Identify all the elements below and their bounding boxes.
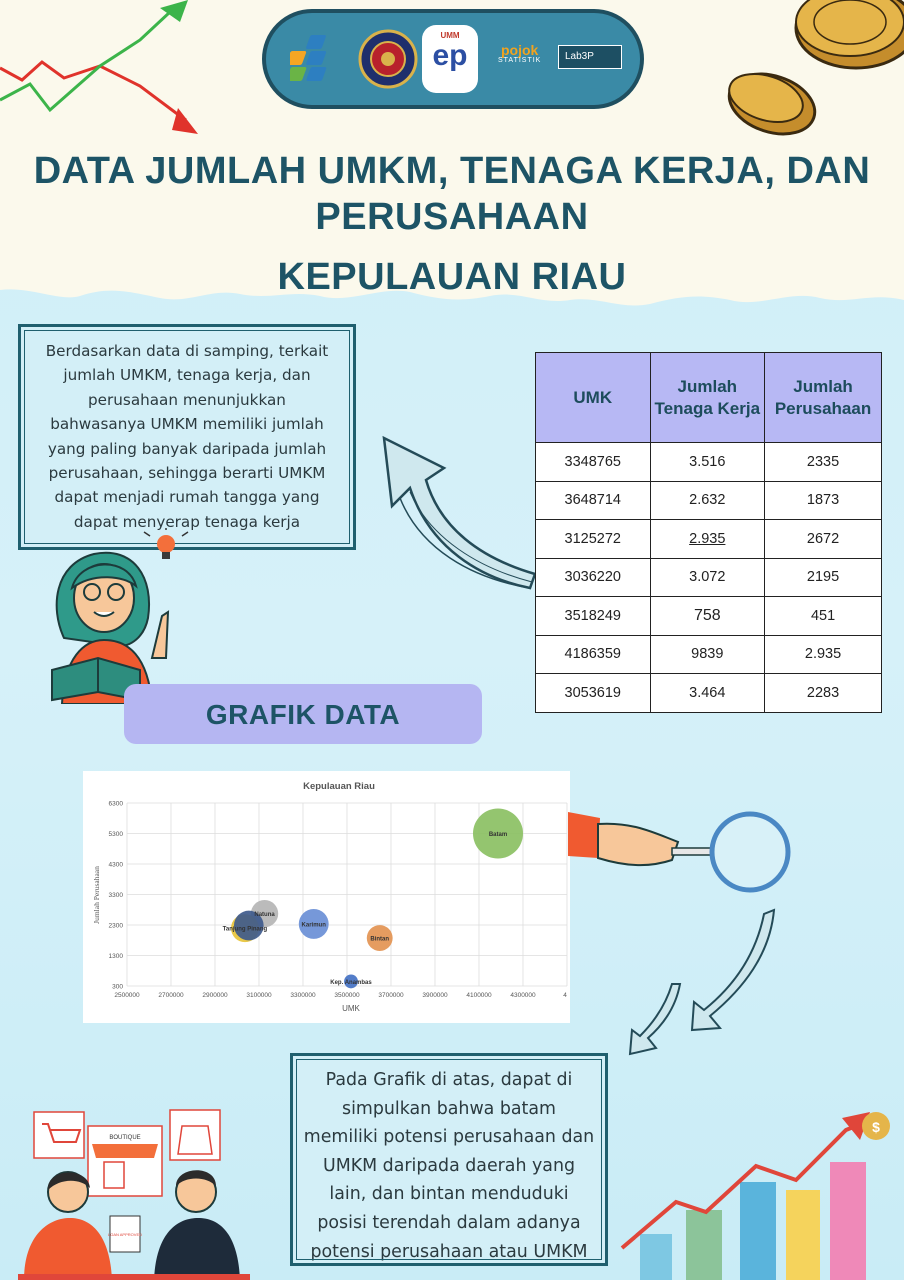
cell-tenaga-kerja: 3.516 [650, 443, 765, 482]
header-umk: UMK [536, 353, 651, 443]
title-line-3: KEPULAUAN RIAU [277, 256, 627, 298]
ep-logo-umm-text: UMM [440, 31, 460, 40]
table-row [536, 674, 882, 713]
chart-card [83, 771, 570, 1023]
trend-arrows-decoration [0, 0, 220, 150]
chart-x-tick-label: 4100000 [466, 992, 492, 999]
coin-symbol: $ [872, 1119, 880, 1135]
table-row [536, 635, 882, 674]
curved-arrow-decoration [370, 428, 538, 638]
chart-data-label: Bintan [370, 936, 390, 943]
page-title [20, 148, 884, 300]
cell-tenaga-kerja: 2.935 [650, 520, 765, 559]
header-tenaga-kerja: Jumlah Tenaga Kerja [650, 353, 765, 443]
cell-tenaga-kerja: 3.072 [650, 558, 765, 597]
chart-y-tick-label: 3300 [108, 892, 123, 899]
lightbulb-icon [144, 528, 188, 559]
statistik-text: STATISTIK [498, 57, 542, 64]
chart-x-tick-label: 3100000 [246, 992, 272, 999]
umm-seal-logo [358, 25, 418, 93]
cell-umk: 3036220 [536, 558, 651, 597]
conclusion-text: Pada Grafik di atas, dapat di simpulkan bahwa batam memiliki potensi perusahaan dan UMKM daripada daerah yang lain, dan bintan menduduki posisi terendah dalam adanya potensi perusahaan atau UMKM [303, 1070, 595, 1262]
info-text-box [18, 324, 356, 550]
cell-umk: 3648714 [536, 481, 651, 520]
bubble-chart [83, 771, 570, 1023]
chart-y-tick-label: 1300 [108, 953, 123, 960]
chart-x-tick-label: 2900000 [202, 992, 228, 999]
discount-bag-icon [170, 1110, 220, 1160]
grafik-label: GRAFIK DATA [124, 684, 482, 744]
magnifier-hand-illustration [568, 808, 804, 904]
chart-x-tick-label: 3300000 [290, 992, 316, 999]
cell-umk: 3518249 [536, 597, 651, 636]
loan-paper-text: LOAN APPROVED [107, 1232, 143, 1237]
cell-perusahaan: 2.935 [765, 635, 882, 674]
chart-y-tick-label: 300 [112, 983, 123, 991]
cell-perusahaan: 1873 [765, 481, 882, 520]
down-arrows-decoration [624, 906, 784, 1062]
shop-sign-text: BOUTIQUE [109, 1135, 141, 1141]
pojok-text: pojok [501, 42, 539, 58]
chart-data-label: Batam [488, 832, 508, 838]
cell-perusahaan: 2335 [765, 443, 882, 482]
cell-perusahaan: 2195 [765, 558, 882, 597]
conclusion-text-box [290, 1053, 608, 1266]
lab3p-text: Lab3P [565, 51, 594, 62]
table-row [536, 558, 882, 597]
lab3p-logo [558, 45, 622, 69]
girl-reading-illustration [44, 528, 194, 704]
chart-x-axis-label: UMK [342, 1004, 360, 1013]
title-line-1: DATA JUMLAH UMKM, TENAGA KERJA, DAN [33, 150, 871, 192]
chart-data-label: Natuna [254, 912, 275, 919]
ep-logo [422, 25, 478, 93]
title-line-2: PERUSAHAAN [315, 196, 589, 238]
coins-decoration [720, 0, 904, 140]
table-row [536, 481, 882, 520]
data-table [535, 352, 882, 713]
cell-umk: 3125272 [536, 520, 651, 559]
cell-perusahaan: 2283 [765, 674, 882, 713]
chart-y-tick-label: 5300 [108, 831, 123, 838]
cart-icon [34, 1112, 84, 1158]
header-perusahaan: Jumlah Perusahaan [765, 353, 882, 443]
shopping-illustration [18, 1106, 268, 1280]
chart-x-tick-label: 2700000 [158, 992, 184, 999]
table-row [536, 520, 882, 559]
chart-bubbles [223, 809, 523, 989]
chart-x-tick-label: 3900000 [422, 992, 448, 999]
chart-data-label: Karimun [301, 922, 326, 929]
chart-x-tick-label: 3500000 [334, 992, 360, 999]
cell-tenaga-kerja: 758 [650, 597, 765, 636]
table-row [536, 443, 882, 482]
cell-tenaga-kerja: 3.464 [650, 674, 765, 713]
cell-umk: 4186359 [536, 635, 651, 674]
chart-data-label: Kep. Anambas [330, 979, 372, 986]
chart-data-label: Tanjung Pinang [222, 926, 268, 933]
info-text: Berdasarkan data di samping, terkait jumlah UMKM, tenaga kerja, dan perusahaan menunjukkan bahwasanya UMKM memiliki jumlah yang paling banyak daripada jumlah perusahaan, sehingga berarti UMKM dapat menjadi rumah tangga yang dapat menyerap tenaga kerja [45, 342, 329, 531]
chart-y-tick-label: 2300 [108, 922, 123, 930]
chart-x-tick-label: 3700000 [378, 992, 404, 999]
table-row [536, 597, 882, 636]
pojok-statistik-logo [498, 43, 541, 64]
chart-title: Kepulauan Riau [303, 781, 375, 792]
cell-tenaga-kerja: 2.632 [650, 481, 765, 520]
cell-perusahaan: 2672 [765, 520, 882, 559]
chart-x-tick-label: 4 [563, 992, 567, 999]
logo-bar [262, 9, 644, 109]
chart-x-tick-label: 4300000 [510, 992, 536, 999]
table-header-row [536, 353, 882, 443]
cell-perusahaan: 451 [765, 597, 882, 636]
cell-umk: 3348765 [536, 443, 651, 482]
ep-logo-text: ep [432, 39, 468, 72]
chart-y-tick-label: 4300 [108, 861, 123, 869]
cell-umk: 3053619 [536, 674, 651, 713]
growth-chart-illustration [616, 1108, 904, 1280]
chart-y-tick-label: 6300 [108, 800, 123, 808]
bps-logo [290, 31, 348, 87]
cell-tenaga-kerja: 9839 [650, 635, 765, 674]
chart-y-axis-label: Jumlah Perusahaan [92, 866, 101, 924]
coin-icon [862, 1112, 890, 1140]
chart-x-tick-label: 2500000 [114, 992, 140, 999]
